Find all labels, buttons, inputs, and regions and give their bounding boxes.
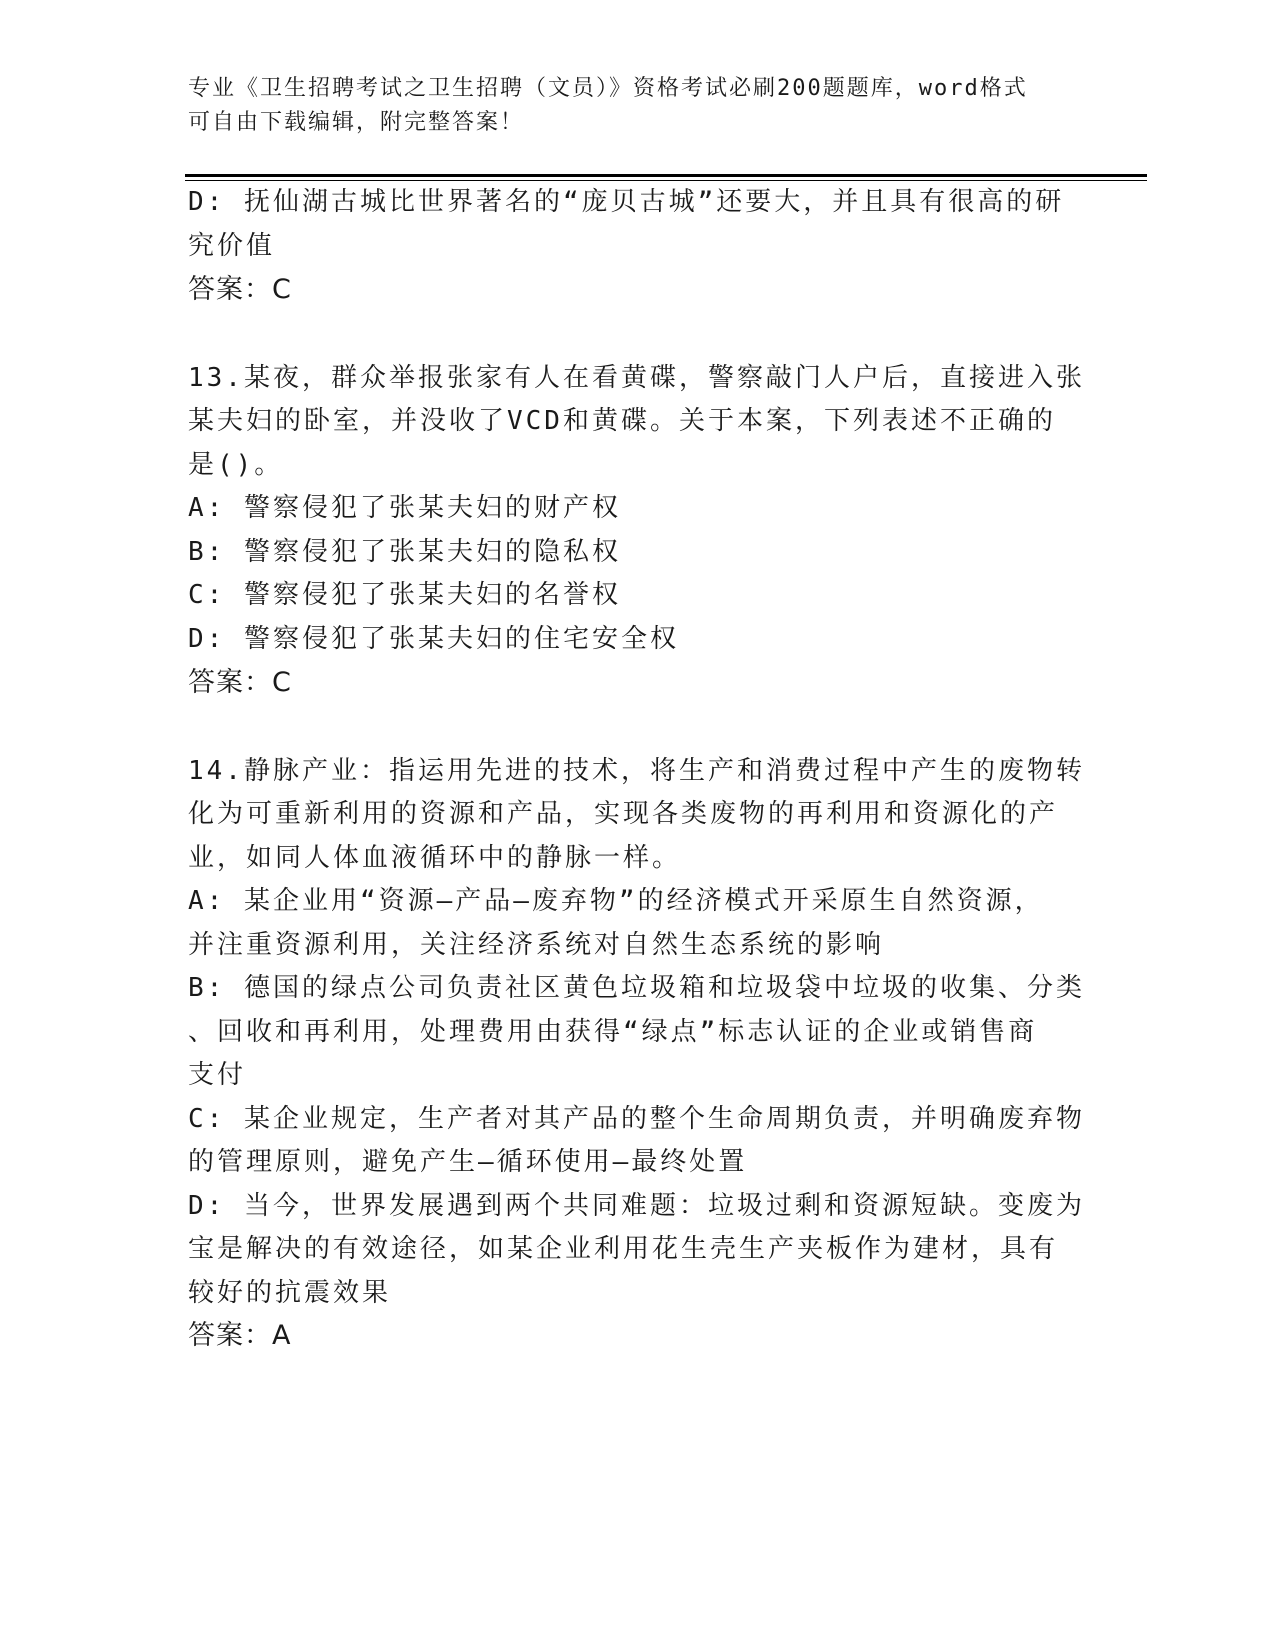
q14-option-b-line-3: 支付 — [188, 1060, 247, 1090]
q13-option-b: B: 警察侵犯了张某夫妇的隐私权 — [188, 537, 621, 567]
q13-option-c: C: 警察侵犯了张某夫妇的名誉权 — [188, 580, 621, 610]
q12-option-d-line-1: D: 抚仙湖古城比世界著名的“庞贝古城”还要大，并且具有很高的研 — [188, 187, 1065, 217]
document-header — [188, 72, 1088, 140]
q14-option-c-line-2: 的管理原则，避免产生—循环使用—最终处置 — [188, 1147, 748, 1177]
q14-option-a-line-2: 并注重资源利用，关注经济系统对自然生态系统的影响 — [188, 930, 885, 960]
q14-option-d-line-2: 宝是解决的有效途径，如某企业利用花生壳生产夹板作为建材，具有 — [188, 1234, 1059, 1264]
q13-stem-line-2: 某夫妇的卧室，并没收了VCD和黄碟。关于本案，下列表述不正确的 — [188, 406, 1056, 436]
q14-option-d-line-3: 较好的抗震效果 — [188, 1278, 392, 1308]
header-line-2: 可自由下载编辑，附完整答案！ — [188, 110, 525, 135]
q14-stem-line-2: 化为可重新利用的资源和产品，实现各类废物的再利用和资源化的产 — [188, 799, 1059, 829]
q14-option-d-line-1: D: 当今，世界发展遇到两个共同难题：垃圾过剩和资源短缺。变废为 — [188, 1191, 1085, 1221]
q13-stem-line-1: 13.某夜，群众举报张家有人在看黄碟，警察敲门人户后，直接进入张 — [188, 363, 1085, 393]
q12-answer: 答案：C — [188, 274, 292, 305]
q14-option-c-line-1: C: 某企业规定，生产者对其产品的整个生命周期负责，并明确废弃物 — [188, 1104, 1085, 1134]
q12-option-d-line-2: 究价值 — [188, 231, 276, 261]
q14-option-a-line-1: A: 某企业用“资源—产品—废弃物”的经济模式开采原生自然资源， — [188, 886, 1044, 916]
header-divider-thick — [185, 174, 1147, 177]
q13-stem-line-3: 是()。 — [188, 450, 284, 480]
q13-option-d: D: 警察侵犯了张某夫妇的住宅安全权 — [188, 624, 679, 654]
header-line-1: 专业《卫生招聘考试之卫生招聘（文员）》资格考试必刷200题题库，word格式 — [188, 76, 1028, 101]
q13-option-a: A: 警察侵犯了张某夫妇的财产权 — [188, 493, 621, 523]
q14-option-b-line-1: B: 德国的绿点公司负责社区黄色垃圾箱和垃圾袋中垃圾的收集、分类 — [188, 973, 1085, 1003]
header-divider-thin — [185, 180, 1147, 181]
q13-answer: 答案：C — [188, 667, 292, 698]
q14-stem-line-3: 业，如同人体血液循环中的静脉一样。 — [188, 843, 682, 873]
q14-stem-line-1: 14.静脉产业：指运用先进的技术，将生产和消费过程中产生的废物转 — [188, 756, 1085, 786]
q14-answer: 答案：A — [188, 1320, 292, 1351]
q14-option-b-line-2: 、回收和再利用，处理费用由获得“绿点”标志认证的企业或销售商 — [188, 1017, 1038, 1047]
